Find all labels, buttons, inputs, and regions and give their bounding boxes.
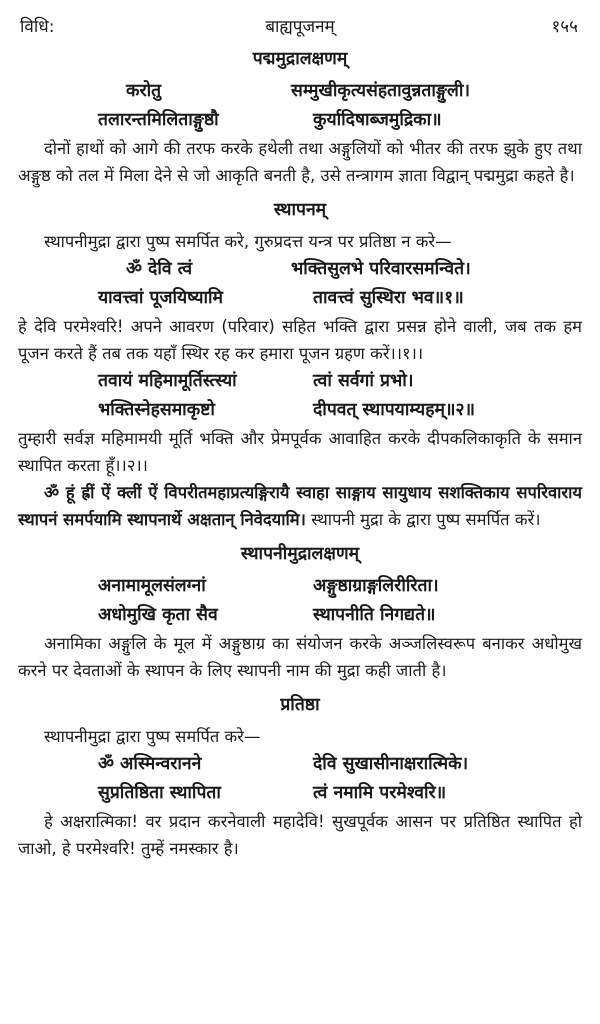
verse-half: यावत्त्वां पूजयिष्यामि xyxy=(98,288,224,308)
verse-line xyxy=(18,572,582,601)
translation-paragraph: हे देवि परमेश्वरि! अपने आवरण (परिवार) सहित भक्ति द्वारा प्रसन्न होने वाली, जब तक हम पूजन करते हैं तब तक यहाँ स्थिर रह कर हमारा पूजन ग्रहण करें।।१।। xyxy=(18,317,582,363)
verse-half: अधोमुखि कृता सैव xyxy=(98,605,218,625)
translation-paragraph: अनामिका अङ्गुलि के मूल में अङ्गुष्ठाग्र का संयोजन करके अञ्जलिस्वरूप बनाकर अधोमुख करने पर देवताओं के स्थापन के लिए स्थापनी नाम की मुद्रा कही जाती है। xyxy=(18,634,582,680)
verse-half: कुर्यादिषाब्जमुद्रिका॥ xyxy=(313,110,442,130)
verse-line xyxy=(18,367,582,396)
section-heading-pratishtha: प्रतिष्ठा xyxy=(280,695,320,715)
page-number: १५५ xyxy=(551,17,578,37)
verse-half: दीपवत् स्थापयाम्यहम्॥२॥ xyxy=(313,400,476,420)
verse-half: सम्मुखीकृत्यसंहतावुन्नताङ्गुली। xyxy=(291,81,470,101)
verse-half: करोतु xyxy=(126,81,162,101)
verse-line xyxy=(18,284,582,313)
section-heading-padmamudra: पद्ममुद्रालक्षणम् xyxy=(252,49,348,69)
chapter-label: विधि: xyxy=(20,17,55,37)
verse-half: ॐ देवि त्वं xyxy=(126,259,193,279)
verse-half: ॐ अस्मिन्वरानने xyxy=(98,754,202,774)
instruction-line: स्थापनीमुद्रा द्वारा पुष्प समर्पित करे, गुरुप्रदत्त यन्त्र पर प्रतिष्ठा न करे— xyxy=(44,232,452,251)
instruction-line: स्थापनीमुद्रा द्वारा पुष्प समर्पित करे— xyxy=(44,727,261,746)
verse-half: देवि सुखासीनाक्षरात्मिके। xyxy=(313,754,469,774)
section-heading-sthapanimudra: स्थापनीमुद्रालक्षणम् xyxy=(240,544,360,564)
verse-line xyxy=(18,396,582,425)
verse-line xyxy=(18,750,582,779)
verse-half: स्थापनीति निगद्यते॥ xyxy=(313,605,436,625)
verse-half: भक्तिस्नेहसमाकृष्टो xyxy=(98,400,215,420)
verse-half: अङ्गुष्ठाग्राङ्गलिरीरिता। xyxy=(313,576,439,596)
translation-paragraph: तुम्हारी सर्वज्ञ महिमामयी मूर्ति भक्ति और प्रेमपूर्वक आवाहित करके दीपकलिकाकृति के समान स्थापित करता हूँ।।२।। xyxy=(18,429,582,475)
verse-half: सुप्रतिष्ठिता स्थापिता xyxy=(98,783,221,803)
translation-paragraph: दोनों हाथों को आगे की तरफ करके हथेली तथा अङ्गुलियों को भीतर की तरफ झुके हुए तथा अङ्गुष्ठ को तल में मिला देने से जो आकृति बनती है, उसे तन्त्रागम ज्ञाता विद्वान् पद्ममुद्रा कहते है। xyxy=(18,139,582,185)
mantra-instruction: स्थापनी मुद्रा के द्वारा पुष्प समर्पित करें। xyxy=(311,510,541,529)
verse-half: भक्तिसुलभे परिवारसमन्विते। xyxy=(291,259,471,279)
mantra-paragraph xyxy=(18,479,582,533)
running-title: बाह्यपूजनम् xyxy=(265,17,335,37)
verse-line xyxy=(18,77,582,106)
verse-half: तवायं महिमामूर्तिस्त्स्यां xyxy=(98,371,237,391)
verse-line xyxy=(18,601,582,630)
mantra-text: ॐ हूं ह्रीं ऐं क्लीं ऐं विपरीतमहाप्रत्यङ्गिरायै स्वाहा साङ्गाय सायुधाय सशक्तिकाय सपरिवाराय स्थापनं समर्पयामि स्थापनार्थे अक्षतान् निवेदयामि। xyxy=(18,483,582,529)
verse-half: त्वां सर्वगां प्रभो। xyxy=(313,371,414,391)
verse-line xyxy=(18,779,582,808)
section-heading-sthapanam: स्थापनम् xyxy=(273,200,327,220)
verse-half: तावत्त्वं सुस्थिरा भव॥१॥ xyxy=(313,288,464,308)
verse-half: अनामामूलसंलग्नां xyxy=(98,576,206,596)
verse-half: त्वं नमामि परमेश्वरि॥ xyxy=(313,783,447,803)
verse-line xyxy=(18,106,582,135)
translation-paragraph: हे अक्षरात्मिका! वर प्रदान करनेवाली महादेवि! सुखपूर्वक आसन पर प्रतिष्ठित स्थापित हो जाओ, हे परमेश्वरि! तुम्हें नमस्कार है। xyxy=(18,812,582,858)
verse-half: तलारन्तमिलिताङ्गुष्ठौ xyxy=(98,110,219,130)
verse-line xyxy=(18,255,582,284)
page-header xyxy=(18,10,582,44)
